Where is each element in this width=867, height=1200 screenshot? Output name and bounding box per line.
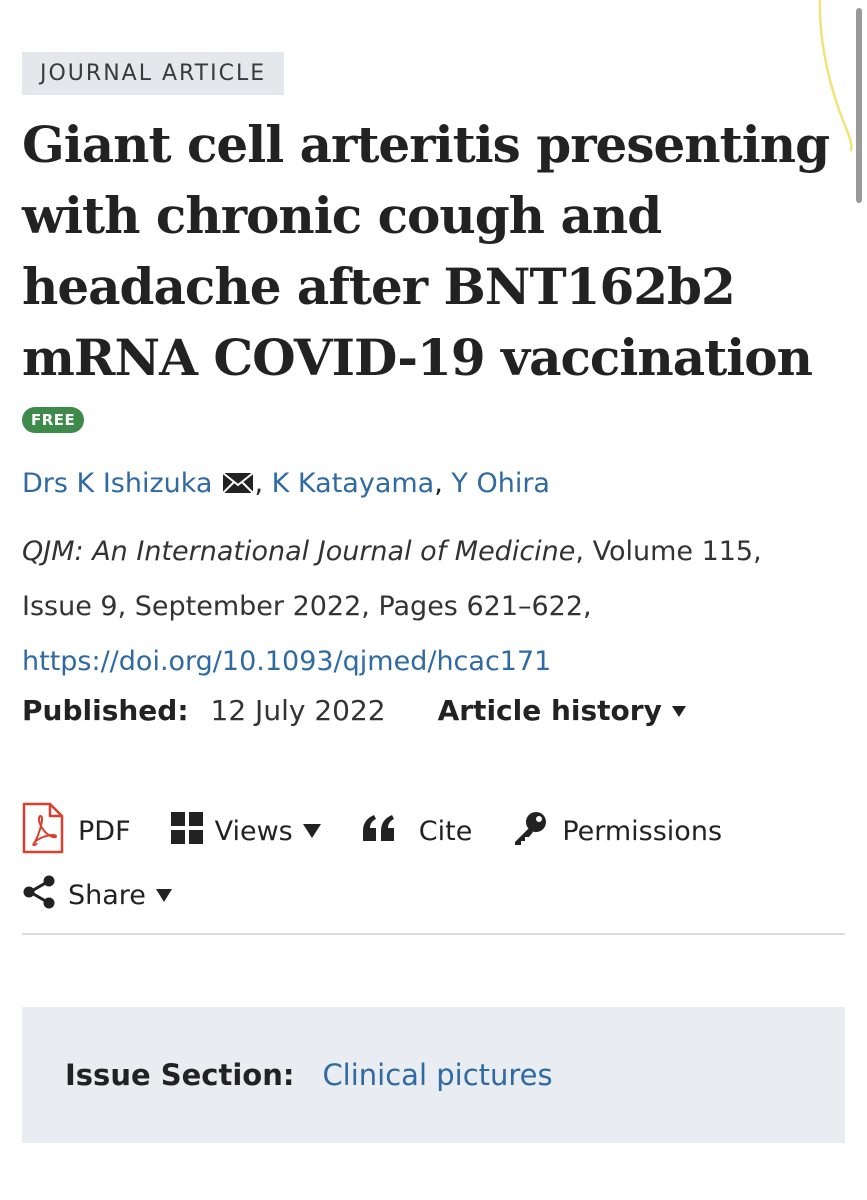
share-label: Share: [68, 879, 146, 911]
pdf-label: PDF: [78, 815, 131, 847]
published-row: [22, 689, 845, 733]
permissions-button[interactable]: [512, 810, 722, 853]
article-header: [22, 52, 845, 1143]
author-separator: ,: [254, 468, 272, 499]
section-divider: [22, 933, 845, 935]
author-separator: ,: [434, 468, 452, 499]
issue-section-link[interactable]: Clinical pictures: [322, 1058, 553, 1092]
issue-section-box: [22, 1007, 845, 1143]
article-toolbar: [22, 803, 845, 859]
envelope-icon[interactable]: [222, 468, 254, 504]
published-date: 12 July 2022: [210, 694, 386, 727]
article-history-toggle[interactable]: [438, 689, 686, 733]
author-link[interactable]: K Katayama: [271, 468, 435, 499]
journal-name: QJM: An International Journal of Medicine: [22, 536, 576, 567]
author-link[interactable]: Y Ohira: [451, 468, 550, 499]
caret-down-icon: [303, 824, 321, 838]
caret-down-icon: [672, 706, 686, 717]
share-icon: [22, 875, 56, 916]
free-access-badge: FREE: [22, 407, 84, 433]
article-type-label: JOURNAL ARTICLE: [22, 52, 284, 95]
doi-link[interactable]: https://doi.org/10.1093/qjmed/hcac171: [22, 646, 552, 677]
author-link[interactable]: Drs K Ishizuka: [22, 468, 213, 499]
views-label: Views: [214, 815, 293, 847]
author-list: [22, 466, 845, 504]
article-title: Giant cell arteritis presenting with chronic cough and headache after BNT162b2 mRNA COVID-19 vaccination: [22, 115, 830, 387]
key-icon: [512, 810, 548, 853]
scrollbar[interactable]: [856, 8, 862, 203]
cite-label: Cite: [418, 815, 473, 847]
citation-details: , Volume 115, Issue 9, September 2022, Pages 621–622,: [22, 536, 762, 622]
citation: [22, 524, 837, 689]
caret-down-icon: [156, 889, 172, 902]
views-dropdown[interactable]: [171, 812, 321, 851]
article-history-label: Article history: [437, 694, 662, 727]
cite-button[interactable]: [361, 814, 473, 849]
grid-icon: [171, 812, 203, 851]
share-dropdown[interactable]: [22, 875, 845, 915]
issue-section-label: Issue Section:: [65, 1058, 295, 1092]
pdf-file-icon: [22, 802, 64, 861]
quote-icon: [361, 814, 397, 849]
published-label: Published:: [22, 694, 189, 727]
permissions-label: Permissions: [562, 815, 723, 847]
pdf-button[interactable]: [22, 802, 131, 861]
